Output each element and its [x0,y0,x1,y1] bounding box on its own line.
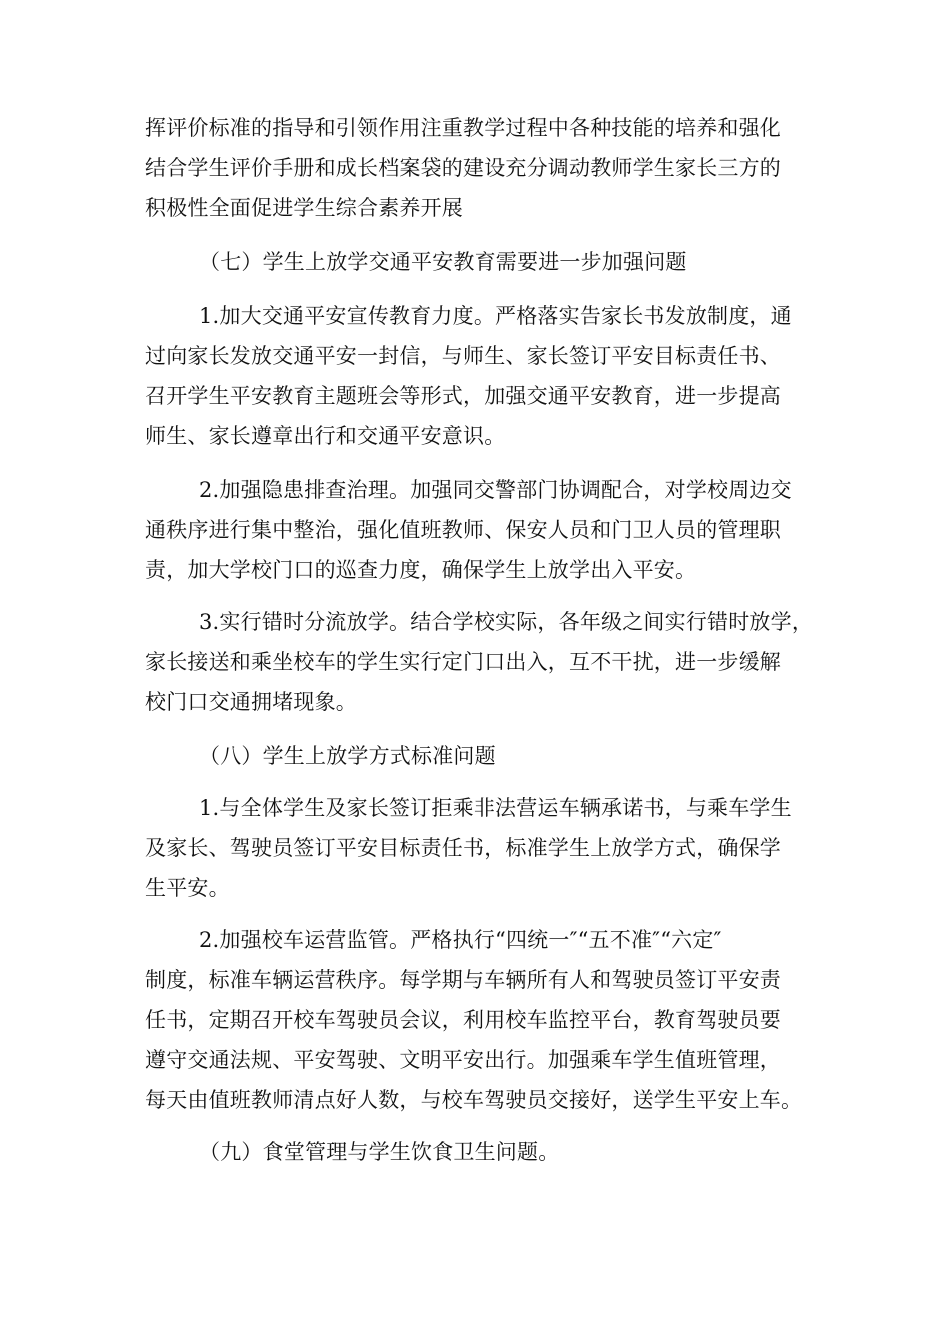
paragraph-line: 1.加大交通平安宣传教育力度。严格落实告家长书发放制度，通 [199,304,792,328]
paragraph-line: 积极性全面促进学生综合素养开展 [145,196,463,220]
paragraph-line: 召开学生平安教育主题班会等形式，加强交通平安教育，进一步提高 [145,384,781,408]
paragraph-line: 挥评价标准的指导和引领作用注重教学过程中各种技能的培养和强化 [145,116,781,140]
paragraph-line: 家长接送和乘坐校车的学生实行定门口出入，互不干扰，进一步缓解 [145,650,781,674]
paragraph-line: 责，加大学校门口的巡查力度，确保学生上放学出入平安。 [145,558,697,582]
section-heading-9: （九）食堂管理与学生饮食卫生问题。 [199,1140,560,1164]
paragraph-line: 校门口交通拥堵现象。 [145,690,357,714]
paragraph-line: 师生、家长遵章出行和交通平安意识。 [145,424,506,448]
paragraph-line: 通秩序进行集中整治，强化值班教师、保安人员和门卫人员的管理职 [145,518,781,542]
paragraph-line: 任书，定期召开校车驾驶员会议，利用校车监控平台，教育驾驶员要 [145,1008,781,1032]
paragraph-line: 1.与全体学生及家长签订拒乘非法营运车辆承诺书，与乘车学生 [199,796,792,820]
paragraph-line: 2.加强校车运营监管。严格执行“四统一″“五不准″“六定″ [199,928,722,952]
paragraph-line: 过向家长发放交通平安一封信，与师生、家长签订平安目标责任书、 [145,344,781,368]
section-heading-7: （七）学生上放学交通平安教育需要进一步加强问题 [199,250,687,274]
paragraph-line: 遵守交通法规、平安驾驶、文明平安出行。加强乘车学生值班管理， [145,1048,781,1072]
paragraph-line: 生平安。 [145,876,230,900]
section-heading-8: （八）学生上放学方式标准问题 [199,744,496,768]
paragraph-line: 每天由值班教师清点好人数，与校车驾驶员交接好，送学生平安上车。 [145,1088,803,1112]
paragraph-line: 制度，标准车辆运营秩序。每学期与车辆所有人和驾驶员签订平安责 [145,968,781,992]
paragraph-line: 及家长、驾驶员签订平安目标责任书，标准学生上放学方式，确保学 [145,836,781,860]
paragraph-line: 2.加强隐患排查治理。加强同交警部门协调配合，对学校周边交 [199,478,792,502]
paragraph-line: 结合学生评价手册和成长档案袋的建设充分调动教师学生家长三方的 [145,156,781,180]
paragraph-line: 3.实行错时分流放学。结合学校实际，各年级之间实行错时放学， [199,610,814,634]
